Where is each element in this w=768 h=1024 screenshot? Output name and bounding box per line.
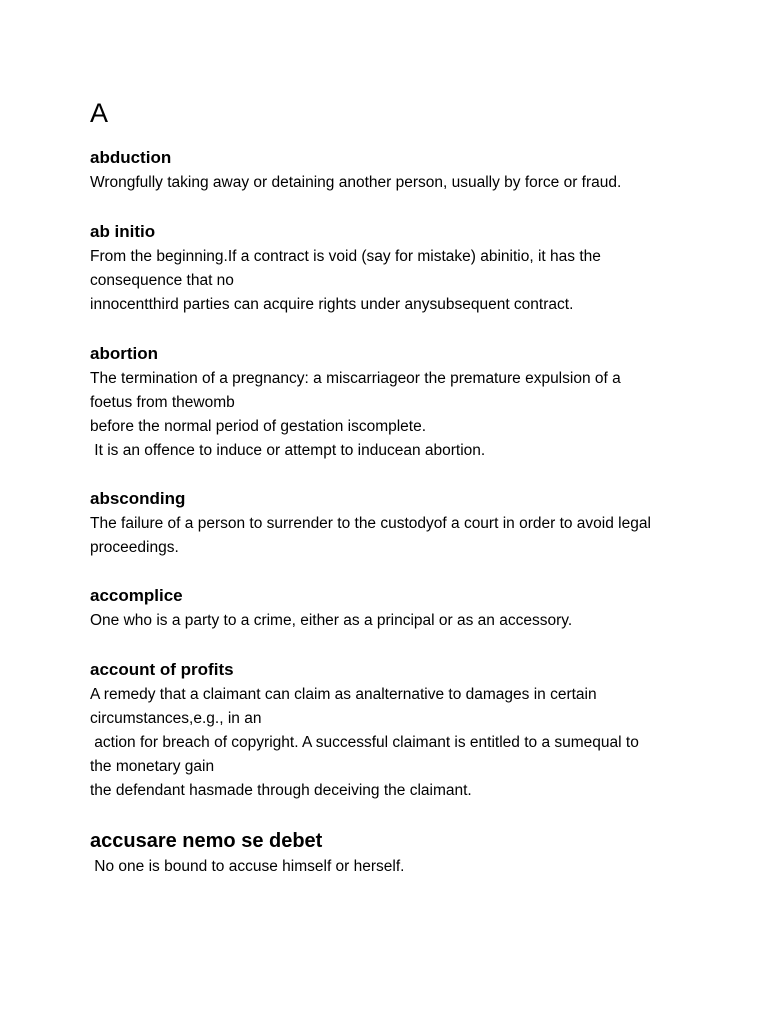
entry-definition-line: action for breach of copyright. A successful claimant is entitled to a sumequal to (90, 734, 639, 751)
entry-term: absconding (90, 489, 186, 508)
entry-definition-line: No one is bound to accuse himself or herself. (90, 858, 405, 875)
entry-definition-line: innocentthird parties can acquire rights under anysubsequent contract. (90, 296, 574, 313)
entry-definition-line: proceedings. (90, 539, 179, 556)
entry-definition-line: A remedy that a claimant can claim as analternative to damages in certain (90, 686, 597, 703)
entry-abortion (90, 343, 690, 463)
entry-definition-line: The termination of a pregnancy: a miscarriageor the premature expulsion of a (90, 370, 621, 387)
entry-absconding (90, 488, 690, 560)
entry-term: abortion (90, 344, 158, 363)
entry-definition-line: foetus from thewomb (90, 394, 235, 411)
entry-definition-line: the monetary gain (90, 758, 215, 775)
entry-term: account of profits (90, 660, 234, 679)
entry-accomplice (90, 585, 690, 633)
entry-definition-line: circumstances,e.g., in an (90, 710, 262, 727)
entry-abduction (90, 147, 690, 195)
entry-account-of-profits (90, 659, 690, 803)
entry-term: abduction (90, 148, 172, 167)
entry-definition-line: It is an offence to induce or attempt to inducean abortion. (90, 442, 486, 459)
entry-ab-initio (90, 221, 690, 317)
entry-accusare-nemo-se-debet (90, 829, 690, 879)
section-letter-heading: A (90, 98, 109, 128)
entry-definition-line: One who is a party to a crime, either as a principal or as an accessory. (90, 612, 573, 629)
entry-definition-line: before the normal period of gestation iscomplete. (90, 418, 427, 435)
entry-definition-line: the defendant hasmade through deceiving the claimant. (90, 782, 472, 799)
entry-term: accusare nemo se debet (90, 830, 323, 852)
entry-definition-line: From the beginning.If a contract is void (say for mistake) abinitio, it has the (90, 248, 601, 265)
entry-definition-line: Wrongfully taking away or detaining another person, usually by force or fraud. (90, 174, 622, 191)
entry-term: accomplice (90, 586, 183, 605)
entry-definition-line: The failure of a person to surrender to the custodyof a court in order to avoid legal (90, 515, 651, 532)
entry-term: ab initio (90, 222, 156, 241)
entry-definition-line: consequence that no (90, 272, 234, 289)
